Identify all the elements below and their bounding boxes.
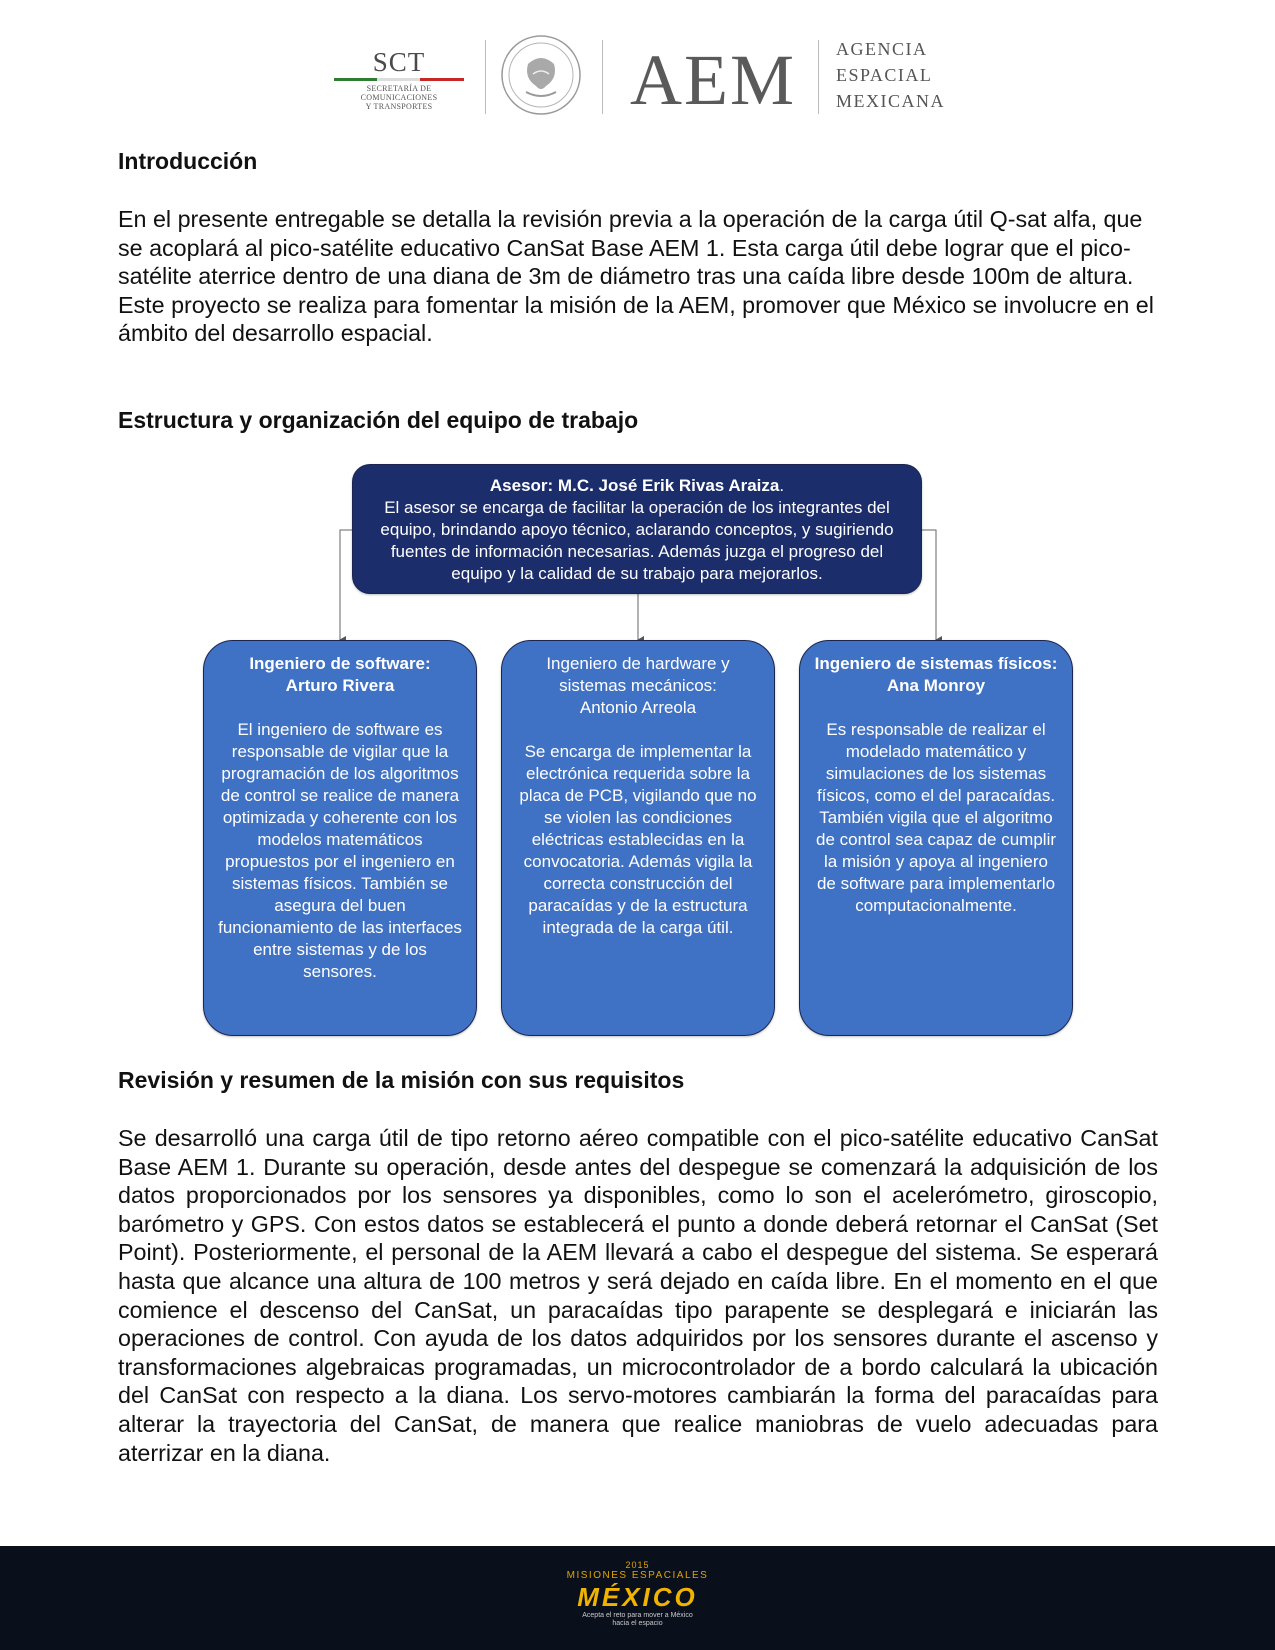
header-divider: [602, 40, 603, 114]
sct-logo-line1: SECRETARÍA DE: [366, 84, 432, 93]
aem-logo-title: AEM: [630, 40, 796, 120]
footer-tagline1: Acepta el reto para mover a México: [582, 1612, 693, 1619]
misiones-espaciales-logo: [555, 1560, 720, 1628]
intro-heading: Introducción: [118, 148, 258, 174]
sct-logo-title: SCT: [372, 47, 426, 77]
advisor-title: Asesor: M.C. José Erik Rivas Araiza.: [489, 476, 785, 495]
connector-software: [340, 530, 352, 640]
hardware-role: Ingeniero de hardware y sistemas mecánicos:: [546, 654, 730, 695]
org-box-software-engineer: [203, 640, 477, 1036]
agency-name-line2: ESPACIAL: [836, 65, 933, 85]
hardware-name: Antonio Arreola: [579, 698, 697, 717]
physics-name: Ana Monroy: [886, 676, 986, 695]
header-divider: [818, 40, 819, 114]
mission-paragraph: Se desarrolló una carga útil de tipo retorno aéreo compatible con el pico-satélite educativo CanSat Base AEM 1. Durante su operación, desde antes del despegue se comenzará la adquisición de los datos proporcionados por los sensores ya disponibles, como lo son el acelerómetro, giroscopio, barómetro y GPS. Con estos datos se establecerá el punto a donde deberá retornar el CanSat (Set Point). Posteriormente, el personal de la AEM llevará a cabo el despegue del sistema. Se esperará hasta que alcance una altura de 100 metros y será dejado en caída libre. En el momento en el que comience el descenso del CanSat, un paracaídas tipo parapente se desplegará e iniciarán las operaciones de control. Con ayuda de los datos adquiridos por los sensores durante el ascenso y transformaciones algebraicas programadas, un microcontrolador de a bordo calculará la ubicación del CanSat con respecto a la diana. Los servo-motores cambiarán la forma del paracaídas para alterar la trayectoria del CanSat, de manera que realice maniobras de vuelo adecuadas para aterrizar en la diana.: [118, 1125, 1158, 1466]
intro-paragraph: En el presente entregable se detalla la revisión previa a la operación de la carga útil Q-sat alfa, que se acoplará al pico-satélite educativo CanSat Base AEM 1. Esta carga útil debe lograr que el pico-satélite aterrice dentro de una diana de 3m de diámetro tras una caída libre desde 100m de altura. Este proyecto se realiza para fomentar la misión de la AEM, promover que México se involucre en el ámbito del desarrollo espacial.: [118, 206, 1154, 347]
connector-physics: [922, 530, 936, 640]
software-name: Arturo Rivera: [285, 676, 395, 695]
software-description: El ingeniero de software es responsable de vigilar que la programación de los algoritmos de control se realice de manera optimizada y coherente con los modelos matemáticos propuestos por el ingeniero en sistemas físicos. También se asegura del buen funcionamiento de las interfaces entre sistemas y de los sensores.: [218, 720, 462, 981]
physics-description: Es responsable de realizar el modelado matemático y simulaciones de los sistemas físicos, como el del paracaídas. También vigila que el algoritmo de control sea capaz de cumplir la misión y apoya al ingeniero de software para implementarlo computacionalmente.: [815, 720, 1057, 915]
org-box-hardware-engineer: [501, 640, 775, 1036]
team-heading: Estructura y organización del equipo de trabajo: [118, 407, 639, 433]
software-role: Ingeniero de software:: [249, 654, 431, 673]
physics-role: Ingeniero de sistemas físicos:: [814, 654, 1058, 673]
footer-line1: MISIONES ESPACIALES: [566, 1570, 709, 1581]
mexico-coat-of-arms-icon: [500, 34, 582, 116]
header-divider: [485, 40, 486, 114]
agency-name-line1: AGENCIA: [836, 39, 928, 59]
sct-logo-line3: Y TRANSPORTES: [365, 102, 433, 111]
footer-tagline2: hacia el espacio: [612, 1620, 663, 1627]
sct-logo-line2: COMUNICACIONES: [360, 93, 438, 102]
page-header: [0, 28, 1275, 118]
footer-line2: MÉXICO: [577, 1582, 698, 1612]
sct-logo-tricolor-line: [334, 78, 464, 81]
sct-logo: [334, 48, 464, 111]
org-box-physics-engineer: [799, 640, 1073, 1036]
hardware-description: Se encarga de implementar la electrónica requerida sobre la placa de PCB, vigilando que no se violen las condiciones eléctricas establecidas en la convocatoria. Además vigila la correcta construcción del paracaídas y de la estructura integrada de la carga útil.: [519, 742, 757, 937]
mission-heading: Revisión y resumen de la misión con sus requisitos: [118, 1067, 685, 1093]
advisor-description: El asesor se encarga de facilitar la operación de los integrantes del equipo, brindando apoyo técnico, aclarando conceptos, y sugiriendo fuentes de información necesarias. Además juzga el progreso del equipo y la calidad de su trabajo para mejorarlos.: [380, 498, 894, 583]
org-box-advisor: [352, 464, 922, 594]
agency-name-line3: MEXICANA: [836, 91, 945, 111]
page-footer: [0, 1546, 1275, 1650]
footer-year: 2015: [625, 1560, 650, 1570]
agency-name: [836, 36, 945, 114]
